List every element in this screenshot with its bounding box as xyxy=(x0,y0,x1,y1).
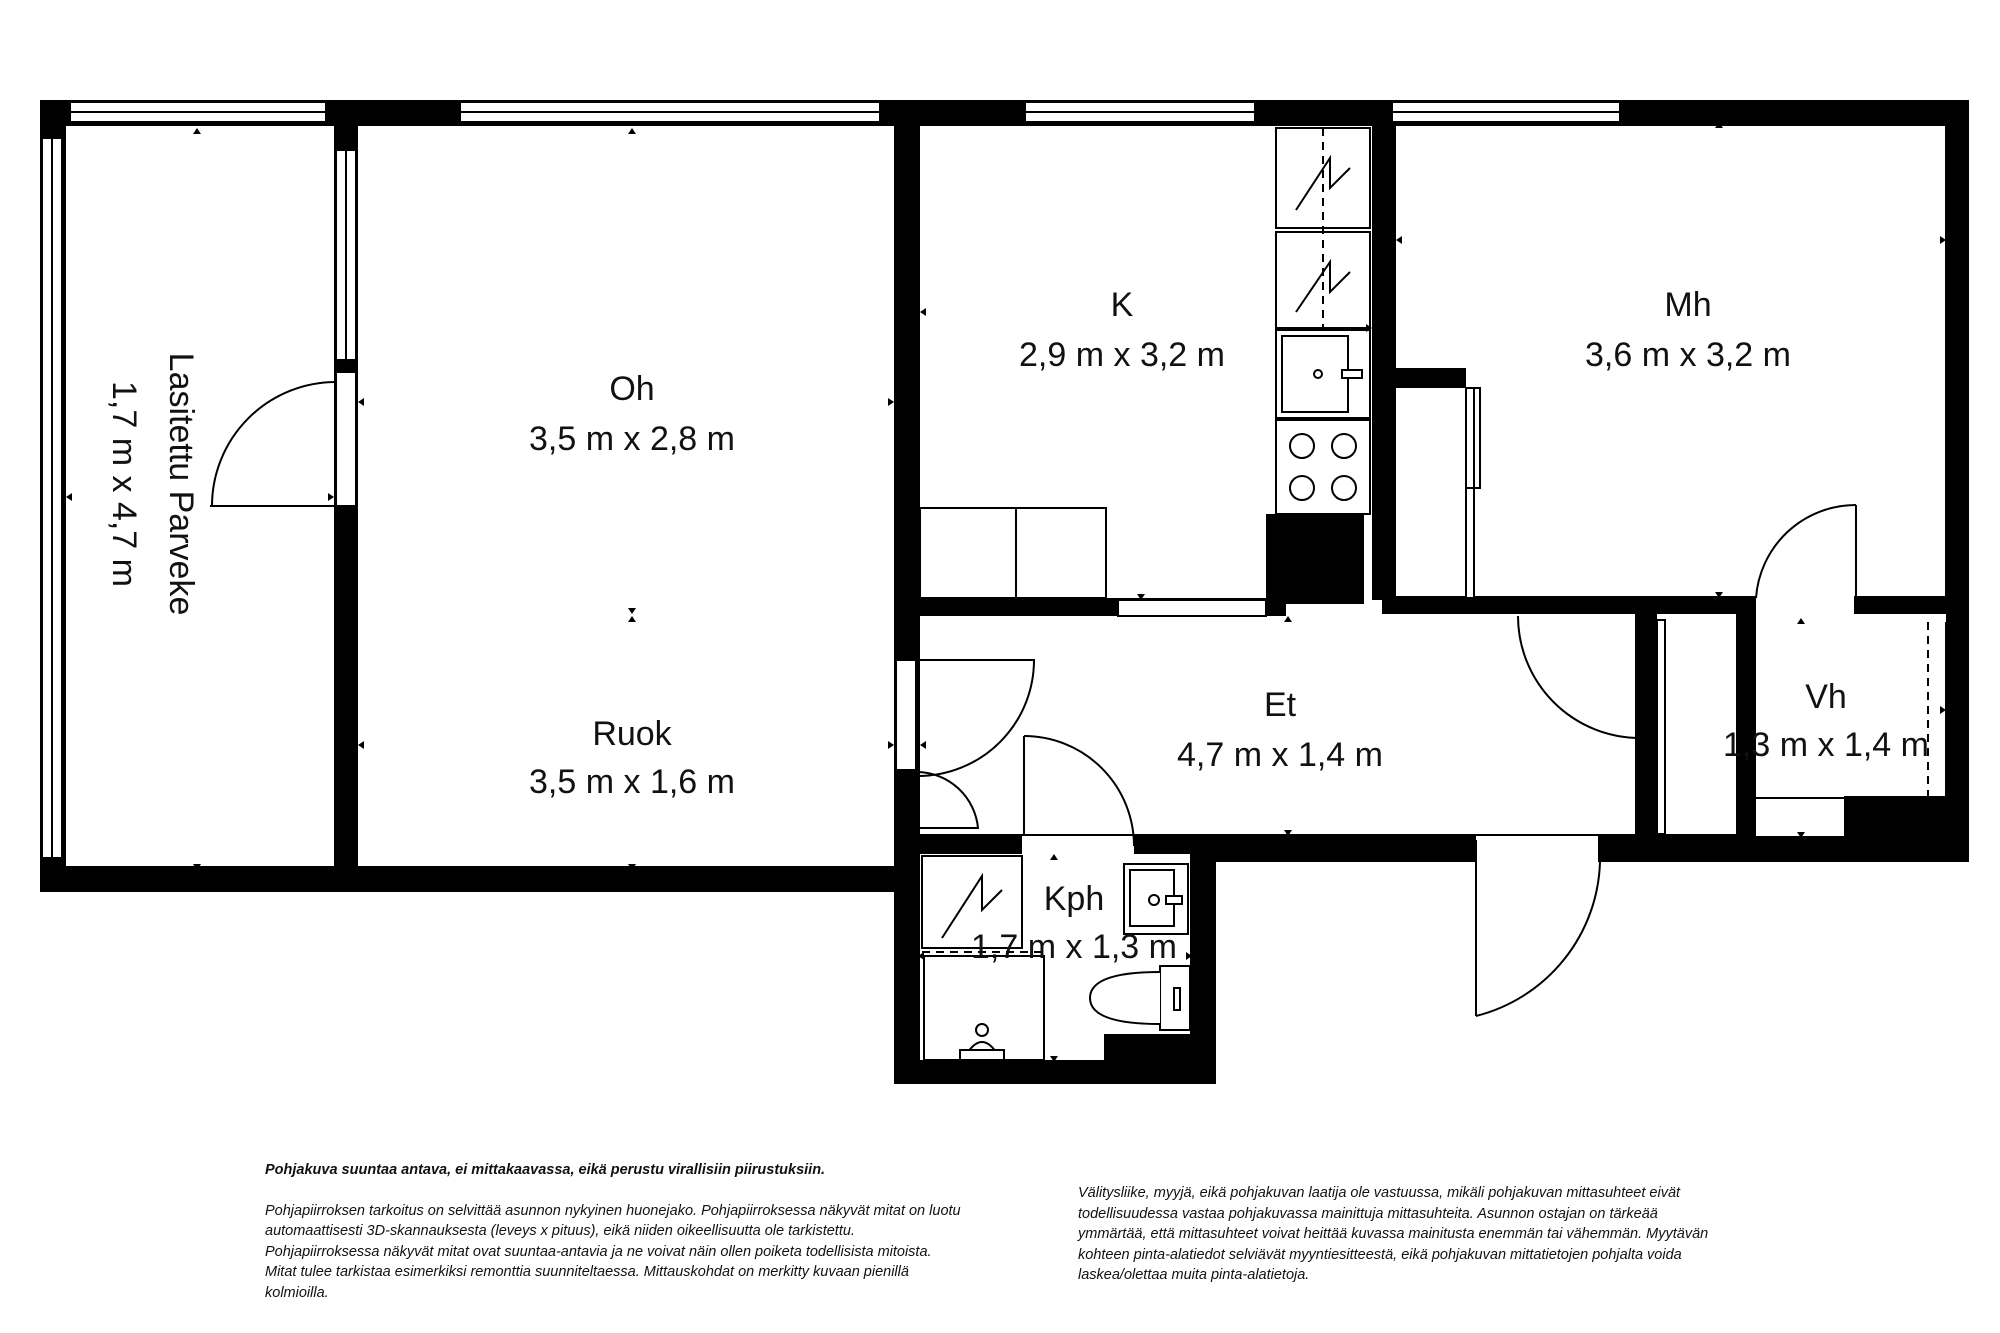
room-name-parveke: Lasitettu Parveke xyxy=(162,352,200,616)
room-size-mh: 3,6 m x 3,2 m xyxy=(1585,336,1791,374)
room-name-mh: Mh xyxy=(1664,286,1712,324)
room-size-parveke: 1,7 m x 4,7 m xyxy=(105,381,143,587)
room-size-et: 4,7 m x 1,4 m xyxy=(1177,736,1383,774)
disclaimer-left-text: Pohjapiirroksen tarkoitus on selvittää asunnon nykyinen huonejako. Pohjapiirroksessa näkyvät mitat on luotu automaattisesti 3D-skannauksesta (leveys x pituus), eikä niiden oikeellisuutta ole tarkistettu. Pohjapiirroksessa näkyvät mitat ovat suuntaa-antavia ja ne voivat näin ollen poiketa todellisista mitoista. Mitat tulee tarkistaa esimerkiksi remonttia suunniteltaessa. Mittauskohdat on merkitty kuvaan pienillä kolmioilla. xyxy=(265,1202,961,1301)
room-size-ruok: 3,5 m x 1,6 m xyxy=(529,763,735,801)
bedroom-closet xyxy=(1466,388,1480,598)
room-name-ruok: Ruok xyxy=(592,715,672,753)
disclaimer-right xyxy=(1078,1183,1718,1306)
disclaimer-right-text: Välitysliike, myyjä, eikä pohjakuvan laatija ole vastuussa, mikäli pohjakuvan mittasuhteet eivät todellisuudessa vastaa pohjakuvassa mainittuja mittasuhteita. Asunnon ostajan on tärkeää ymmärtää, että mittasuhteet voivat heittää kuvassa mainitusta enemmän tai vähemmän. Myytävän kohteen pinta-alatiedot selviävät myyntiesitteestä, eikä pohjakuvan mittatietojen pohjalta voida laskea/olettaa muita pinta-alatietoja. xyxy=(1078,1185,1709,1283)
disclaimer-left xyxy=(265,1160,965,1323)
room-size-k: 2,9 m x 3,2 m xyxy=(1019,336,1225,374)
room-name-et: Et xyxy=(1263,686,1297,724)
room-name-oh: Oh xyxy=(609,370,655,408)
room-size-kph: 1,7 m x 1,3 m xyxy=(971,928,1177,966)
room-size-oh: 3,5 m x 2,8 m xyxy=(529,420,735,458)
disclaimer-heading: Pohjakuva suuntaa antava, ei mittakaavassa, eikä perustu virallisiin piirustuksiin. xyxy=(265,1162,826,1178)
room-name-kph: Kph xyxy=(1043,880,1105,918)
room-name-vh: Vh xyxy=(1805,678,1847,716)
room-name-k: K xyxy=(1110,286,1134,324)
room-size-vh: 1,3 m x 1,4 m xyxy=(1723,726,1929,764)
